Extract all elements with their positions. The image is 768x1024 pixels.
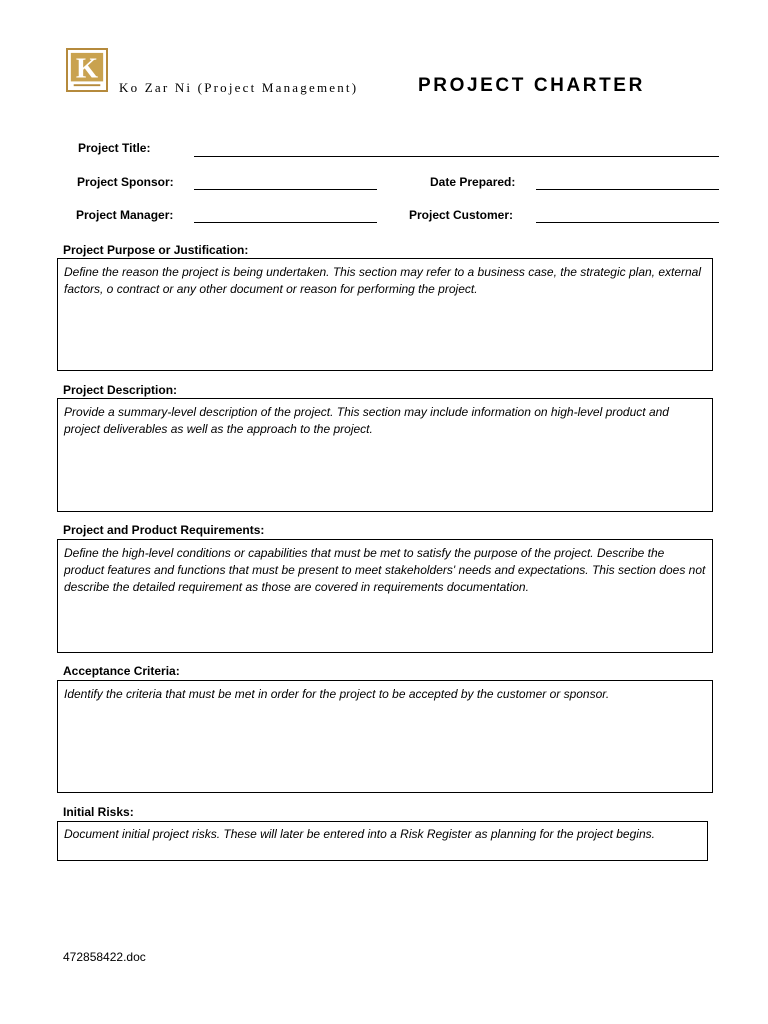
project-manager-field[interactable] [194,222,377,223]
acceptance-section-box[interactable]: Identify the criteria that must be met in order for the project to be accepted by the customer or sponsor. [57,680,713,793]
project-title-field[interactable] [194,156,719,157]
date-prepared-label: Date Prepared: [430,175,516,189]
purpose-section-box[interactable]: Define the reason the project is being undertaken. This section may refer to a business case, the strategic plan, external factors, o contract or any other document or reason for performing the project. [57,258,713,371]
date-prepared-field[interactable] [536,189,719,190]
requirements-section-title: Project and Product Requirements: [63,523,265,537]
purpose-section-title: Project Purpose or Justification: [63,243,249,257]
risks-section-title: Initial Risks: [63,805,134,819]
project-title-label: Project Title: [78,141,151,155]
risks-section-box[interactable]: Document initial project risks. These will later be entered into a Risk Register as planning for the project begins. [57,821,708,861]
project-sponsor-label: Project Sponsor: [77,175,174,189]
document-title: PROJECT CHARTER [418,75,645,96]
k-logo-icon [68,50,106,90]
description-section-box[interactable]: Provide a summary-level description of the project. This section may include information on high-level product and project deliverables as well as the approach to the project. [57,398,713,512]
company-logo [66,48,108,92]
requirements-section-box[interactable]: Define the high-level conditions or capabilities that must be met to satisfy the purpose of the project. Describe the product features and functions that must be present to meet stakeholders' needs and expectations. This section does not describe the detailed requirement as those are covered in requirements documentation. [57,539,713,653]
project-sponsor-field[interactable] [194,189,377,190]
footer-filename: 472858422.doc [63,950,146,964]
description-section-title: Project Description: [63,383,178,397]
organization-name: Ko Zar Ni (Project Management) [119,80,359,95]
acceptance-section-title: Acceptance Criteria: [63,664,180,678]
svg-text:K: K [75,53,99,85]
project-manager-label: Project Manager: [76,208,174,222]
project-customer-label: Project Customer: [409,208,514,222]
project-customer-field[interactable] [536,222,719,223]
